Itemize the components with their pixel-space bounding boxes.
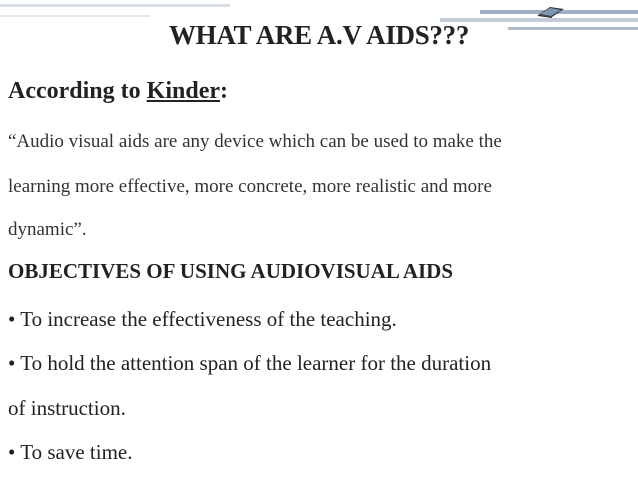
definition-prefix: According to <box>8 78 147 104</box>
bullet-item: • To save time. <box>8 440 133 464</box>
book-logo-icon <box>536 3 566 19</box>
header-stripe <box>0 4 230 7</box>
objectives-heading: OBJECTIVES OF USING AUDIOVISUAL AIDS <box>8 259 454 283</box>
header-stripe <box>0 15 150 17</box>
definition-suffix: : <box>220 78 228 104</box>
definition-author: Kinder <box>146 78 220 104</box>
bullet-item: • To increase the effectiveness of the teaching. <box>8 307 397 331</box>
definition-line: learning more effective, more concrete, more realistic and more <box>8 176 492 197</box>
definition-heading <box>8 78 228 105</box>
bullet-item: • To hold the attention span of the learner for the duration <box>8 351 492 375</box>
slide-title: WHAT ARE A.V AIDS??? <box>168 20 470 50</box>
definition-line: dynamic”. <box>8 219 87 240</box>
bullet-continuation: of instruction. <box>8 396 126 420</box>
definition-line: “Audio visual aids are any device which can be used to make the <box>8 131 502 152</box>
